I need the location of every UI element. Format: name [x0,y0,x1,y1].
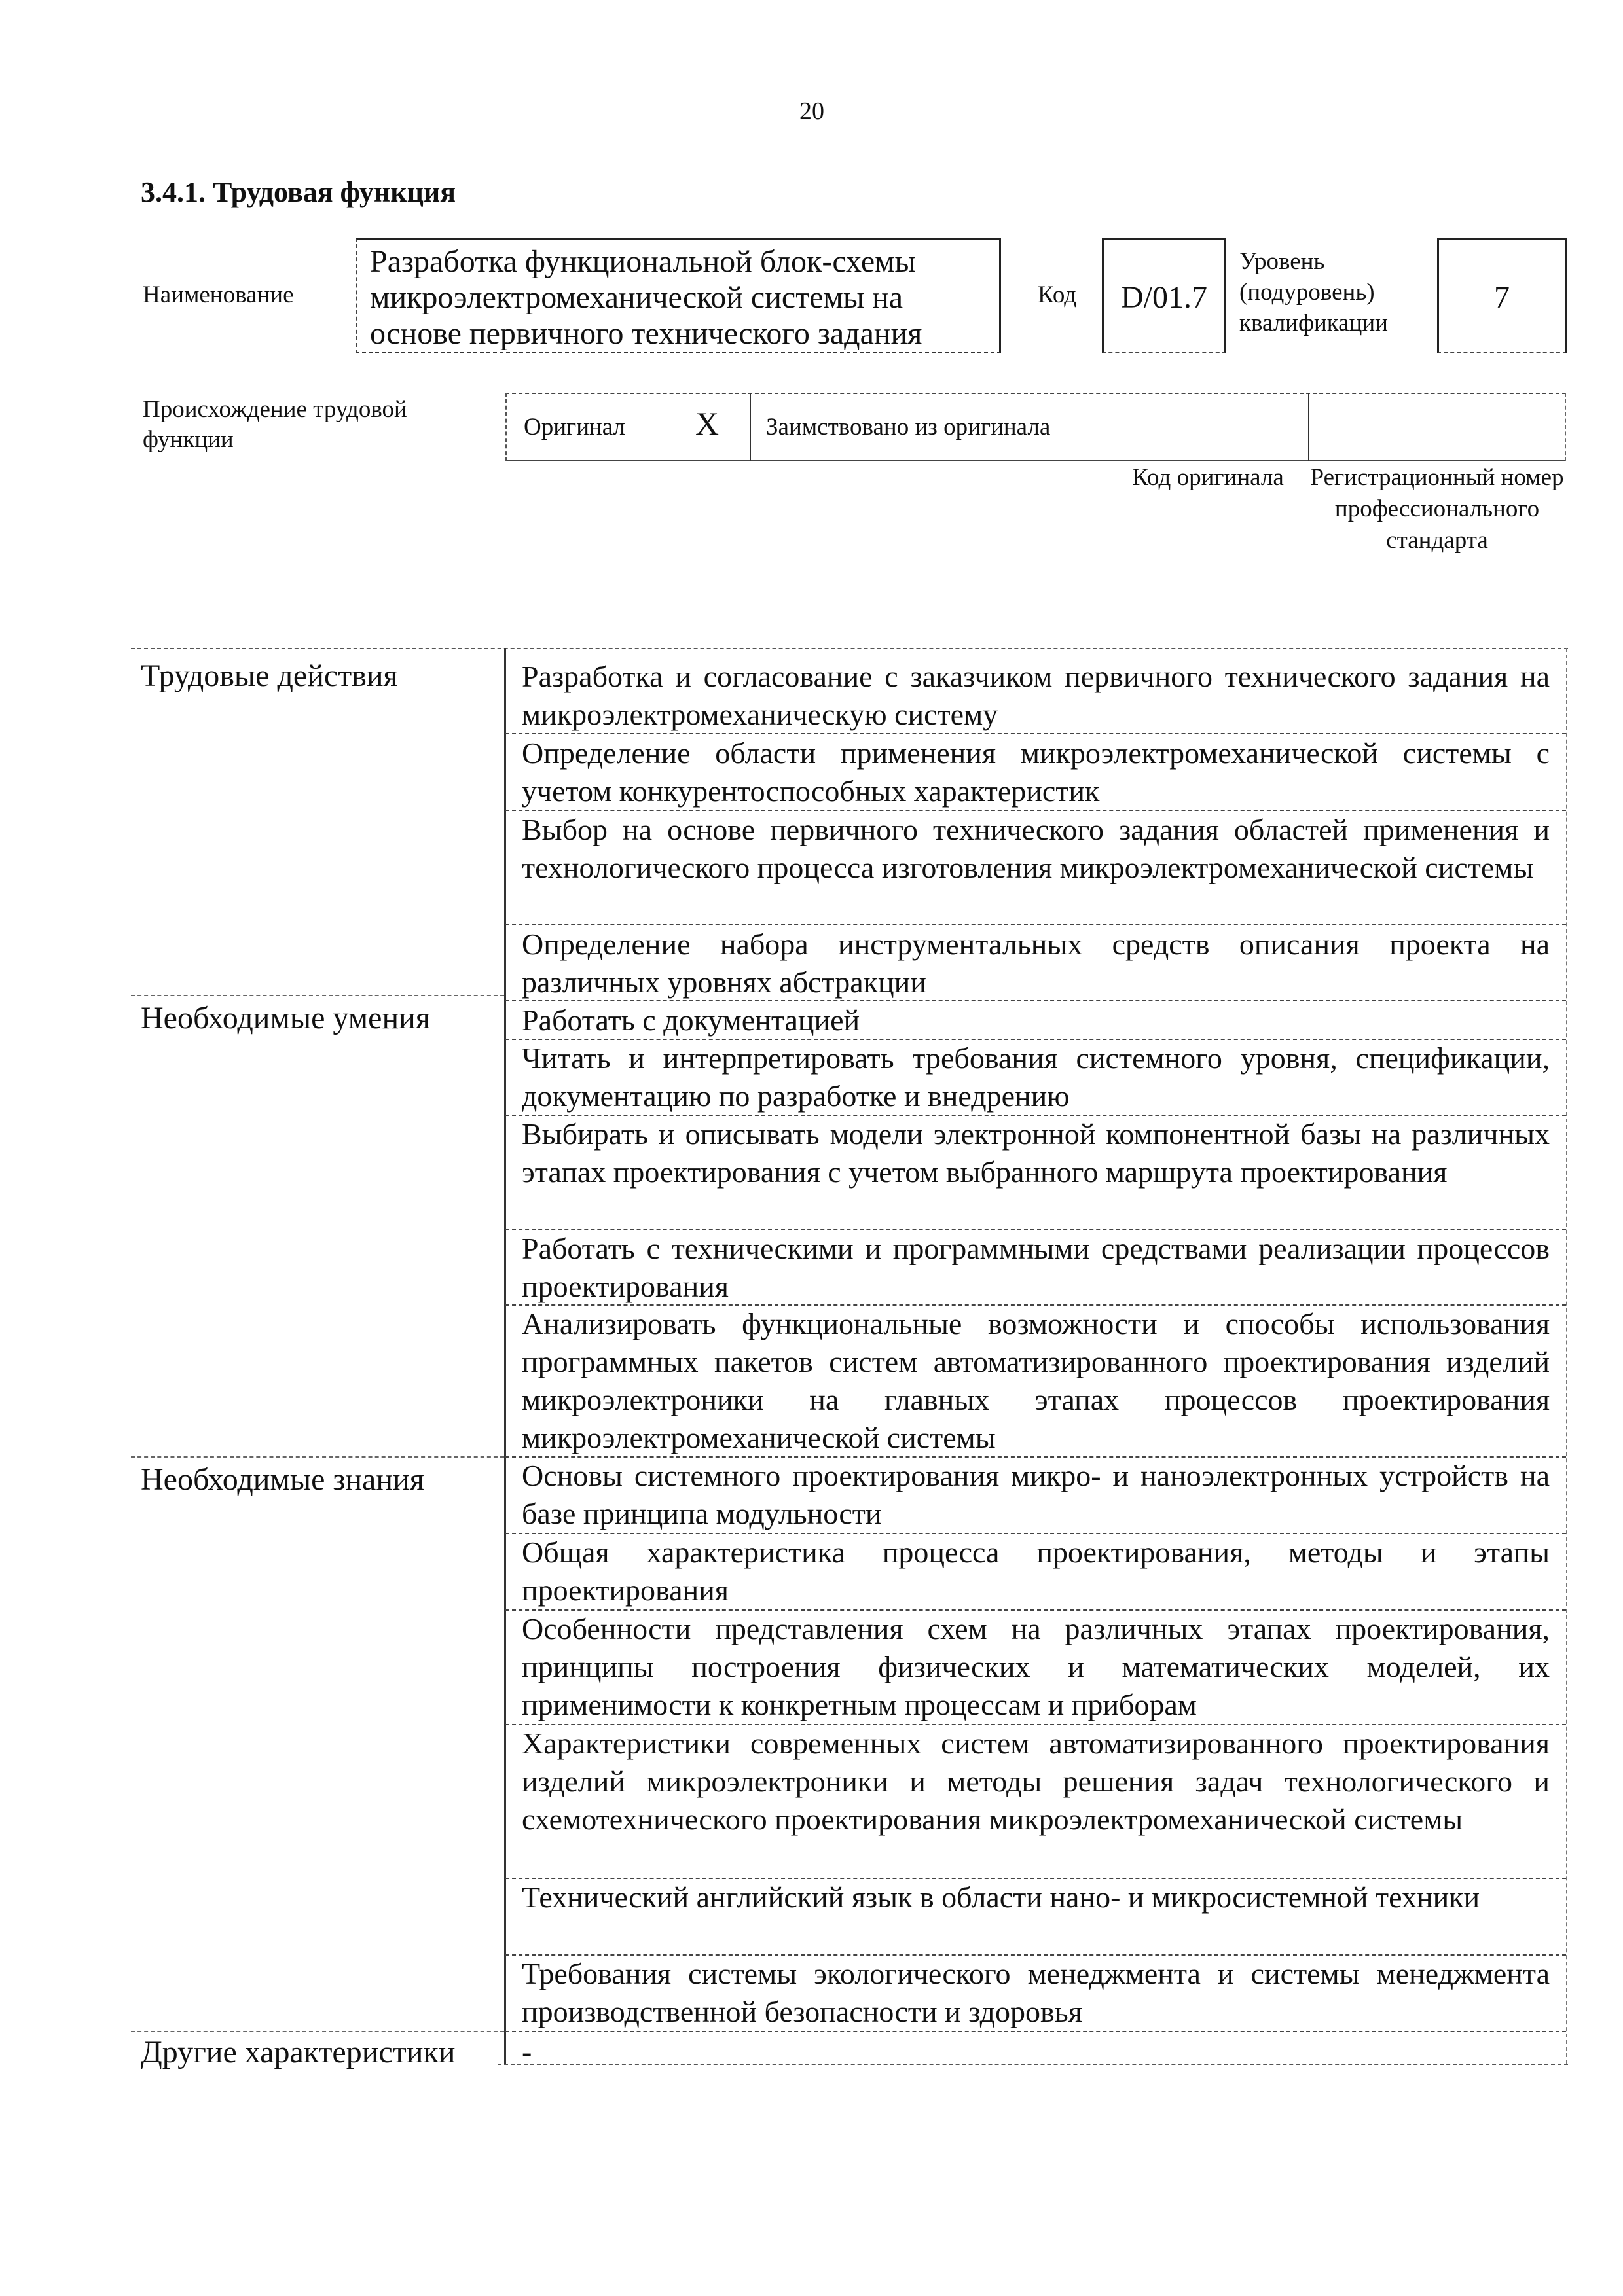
page-number: 20 [799,98,824,125]
labor-action-text: Разработка и согласование с заказчиком первичного технического задания на микроэлектромеханическую систему [522,660,1550,731]
skills-label: Необходимые умения [141,1001,430,1035]
labor-action-text: Определение набора инструментальных средств описания проекта на различных уровнях абстракции [522,927,1550,999]
section-separator [131,2031,504,2032]
original-label: Оригинал [524,414,626,440]
list-item [522,925,1550,1001]
table-column-divider [504,648,506,2064]
list-item [522,1955,1550,2031]
skill-text: Анализировать функциональные возможности и способы использования программных пакетов систем автоматизированного проектирования изделий микроэлектроники на главных этапах процессов проектирования микроэлектромеханической системы [522,1307,1550,1454]
list-item [522,734,1550,810]
reg-caption: Регистрационный номер профессионального стандарта [1310,464,1564,554]
origin-divider [1308,393,1309,461]
list-item [522,1001,1550,1039]
code-label: Код [1038,281,1077,308]
borrowed-label: Заимствовано из оригинала [766,414,1051,440]
knowledge-text: Общая характеристика процесса проектирования, методы и этапы проектирования [522,1535,1550,1607]
code-caption: Код оригинала [1132,464,1284,491]
list-item [522,1115,1550,1191]
list-item [522,1534,1550,1609]
list-item [522,811,1550,887]
list-item [522,1039,1550,1115]
name-label: Наименование [143,281,294,308]
origin-divider [750,393,751,461]
list-item [522,2033,1550,2071]
list-item [522,658,1550,734]
section-title: 3.4.1. Трудовая функция [141,176,456,208]
skill-text: Работать с документацией [522,1003,860,1037]
skill-text: Читать и интерпретировать требования системного уровня, спецификации, документацию по разработке и внедрению [522,1041,1550,1113]
list-item [522,1457,1550,1533]
section-separator [131,995,504,996]
knowledge-text: Требования системы экологического менеджмента и системы менеджмента производственной безопасности и здоровья [522,1957,1550,2028]
list-item [522,1305,1550,1457]
origin-label: Происхождение трудовой функции [143,396,407,453]
skill-text: Работать с техническими и программными средствами реализации процессов проектирования [522,1232,1550,1303]
level-label: Уровень (подуровень) квалификации [1239,248,1388,336]
original-mark: X [695,405,720,442]
table-top-border [131,648,1568,649]
other-value: - [522,2035,532,2068]
name-value: Разработка функциональной блок-схемы микроэлектромеханической системы на основе первичного технического задания [356,238,1001,353]
table-right-border [1566,648,1567,2064]
knowledge-label: Необходимые знания [141,1462,424,1497]
knowledge-text: Основы системного проектирования микро- и наноэлектронных устройств на базе принципа модульности [522,1459,1550,1530]
code-value: D/01.7 [1102,238,1226,353]
list-item [522,1230,1550,1306]
skill-text: Выбирать и описывать модели электронной компонентной базы на различных этапах проектирования с учетом выбранного маршрута проектирования [522,1117,1550,1189]
level-value: 7 [1437,238,1567,353]
labor-actions-label: Трудовые действия [141,658,398,693]
labor-action-text: Выбор на основе первичного технического задания областей применения и технологического процесса изготовления микроэлектромеханической системы [522,813,1550,884]
list-item [522,1610,1550,1724]
list-item [522,1725,1550,1839]
labor-action-text: Определение области применения микроэлектромеханической системы с учетом конкурентоспособных характеристик [522,736,1550,808]
knowledge-text: Особенности представления схем на различных этапах проектирования, принципы построения физических и математических моделей, их применимости к конкретным процессам и приборам [522,1612,1550,1721]
knowledge-text: Технический английский язык в области нано- и микросистемной техники [522,1880,1480,1914]
knowledge-text: Характеристики современных систем автоматизированного проектирования изделий микроэлектроники и методы решения задач технологического и схемотехнического проектирования микроэлектромеханической системы [522,1727,1550,1836]
list-item [522,1878,1550,1916]
other-label: Другие характеристики [141,2035,456,2070]
row-divider [505,2031,1566,2032]
section-separator [131,1456,504,1458]
